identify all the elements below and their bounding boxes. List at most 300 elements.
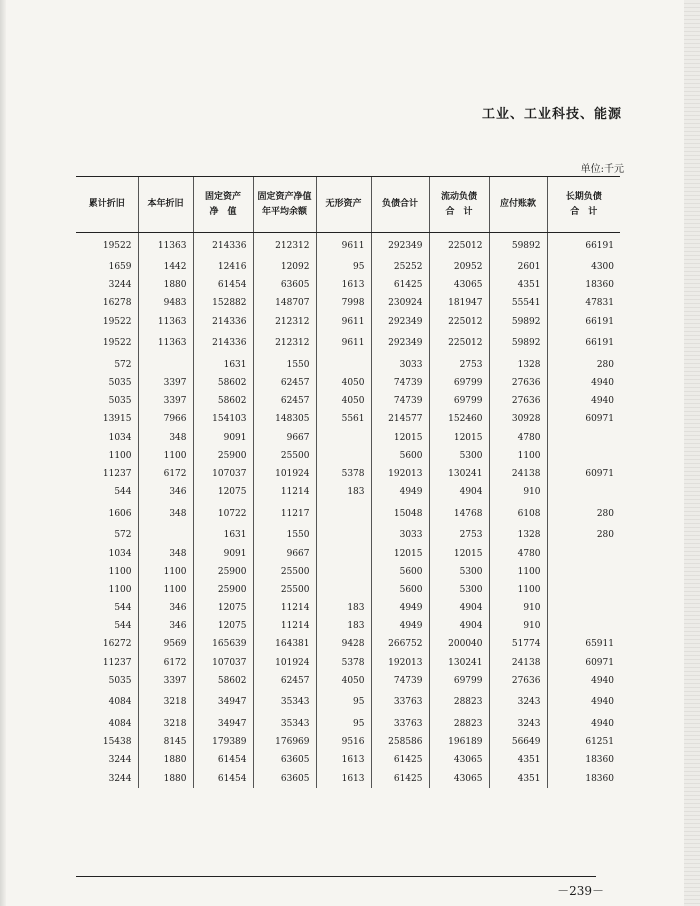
table-cell: 3033 xyxy=(371,526,429,544)
table-cell: 212312 xyxy=(253,331,316,356)
table-cell: 4084 xyxy=(108,697,132,708)
section-title: 工业、工业科技、能源 xyxy=(481,107,622,122)
column-header-line: 合 计 xyxy=(570,206,598,217)
table-cell: 11363 xyxy=(138,313,193,331)
table-cell: 33763 xyxy=(371,690,429,715)
table-cell: 58602 xyxy=(193,392,253,410)
table-row xyxy=(76,276,620,294)
table-cell: 3397 xyxy=(138,374,193,392)
table-cell: 61454 xyxy=(193,770,253,788)
table-cell: 69799 xyxy=(429,672,489,690)
table-cell: 12075 xyxy=(193,617,253,635)
unit-label: 单位:千元 xyxy=(580,164,624,175)
table-cell: 4940 xyxy=(547,392,620,410)
table-cell: 4904 xyxy=(429,617,489,635)
table-cell: 4050 xyxy=(316,392,371,410)
table-cell: 12075 xyxy=(193,599,253,617)
table-cell: 4949 xyxy=(371,483,429,501)
table-row xyxy=(76,733,620,751)
table-cell: 95 xyxy=(316,715,371,733)
table-cell: 3244 xyxy=(108,280,132,291)
column-header-line: 长期负债 xyxy=(565,191,602,202)
table-cell: 348 xyxy=(138,501,193,526)
table-row xyxy=(76,483,620,501)
table-cell: 11217 xyxy=(253,501,316,526)
table-header-row xyxy=(76,177,620,233)
table-row xyxy=(76,374,620,392)
table-row xyxy=(76,563,620,581)
table-cell xyxy=(138,356,193,374)
table-cell: 20952 xyxy=(429,258,489,276)
table-cell: 12015 xyxy=(371,429,429,447)
table-cell: 544 xyxy=(114,621,132,632)
table-row xyxy=(76,599,620,617)
table-cell: 1100 xyxy=(138,581,193,599)
table-cell: 95 xyxy=(316,258,371,276)
table-cell: 910 xyxy=(489,599,547,617)
column-header xyxy=(316,177,371,233)
table-cell: 9091 xyxy=(193,429,253,447)
table-cell: 1606 xyxy=(108,508,132,519)
table-cell: 9569 xyxy=(138,635,193,653)
table-cell: 25900 xyxy=(193,581,253,599)
table-cell: 43065 xyxy=(429,751,489,769)
table-cell: 66191 xyxy=(547,313,620,331)
column-header-line: 无形资产 xyxy=(325,199,362,209)
table-cell: 1880 xyxy=(138,276,193,294)
table-cell xyxy=(316,581,371,599)
table-cell: 292349 xyxy=(371,331,429,356)
column-header xyxy=(76,177,138,233)
table-row xyxy=(76,751,620,769)
table-cell: 4050 xyxy=(316,374,371,392)
table-cell: 148707 xyxy=(253,294,316,312)
table-cell: 4050 xyxy=(316,672,371,690)
table-cell: 28823 xyxy=(429,690,489,715)
table-cell: 7998 xyxy=(316,294,371,312)
table-cell: 3244 xyxy=(108,773,132,784)
table-row xyxy=(76,654,620,672)
table-cell xyxy=(547,447,620,465)
table-row xyxy=(76,392,620,410)
table-cell: 63605 xyxy=(253,276,316,294)
table-cell: 572 xyxy=(114,530,132,541)
table-cell: 4351 xyxy=(489,770,547,788)
table-cell: 1100 xyxy=(489,581,547,599)
table-cell: 6108 xyxy=(489,501,547,526)
table-cell: 176969 xyxy=(253,733,316,751)
table-cell: 258586 xyxy=(371,733,429,751)
table-cell xyxy=(316,429,371,447)
column-header-line: 固定资产净值 xyxy=(257,191,312,202)
table-cell: 25500 xyxy=(253,447,316,465)
table-cell: 214336 xyxy=(193,331,253,356)
table-cell: 4084 xyxy=(108,719,132,730)
table-cell: 35343 xyxy=(253,690,316,715)
table-row xyxy=(76,233,620,259)
table-row xyxy=(76,313,620,331)
column-header-line: 应付账款 xyxy=(499,199,536,209)
table-cell: 183 xyxy=(316,599,371,617)
table-cell: 348 xyxy=(138,429,193,447)
table-row xyxy=(76,258,620,276)
table-cell xyxy=(547,544,620,562)
table-cell: 4780 xyxy=(489,544,547,562)
table-cell xyxy=(316,501,371,526)
table-cell: 292349 xyxy=(371,313,429,331)
column-header-line: 固定资产 xyxy=(204,191,241,202)
table-cell: 25500 xyxy=(253,581,316,599)
table-cell: 10722 xyxy=(193,501,253,526)
table-cell: 59892 xyxy=(489,233,547,259)
table-cell: 5300 xyxy=(429,563,489,581)
table-cell: 107037 xyxy=(193,654,253,672)
table-cell: 572 xyxy=(114,359,132,370)
table-cell: 1034 xyxy=(108,548,132,559)
table-cell: 11214 xyxy=(253,483,316,501)
table-row xyxy=(76,465,620,483)
table-cell: 19522 xyxy=(102,240,132,251)
table-cell: 34947 xyxy=(193,690,253,715)
table-cell xyxy=(316,526,371,544)
table-cell: 61425 xyxy=(371,770,429,788)
column-header xyxy=(429,177,489,233)
table-cell: 27636 xyxy=(489,374,547,392)
table-cell: 12015 xyxy=(371,544,429,562)
table-cell: 225012 xyxy=(429,313,489,331)
table-cell: 1880 xyxy=(138,770,193,788)
table-cell: 200040 xyxy=(429,635,489,653)
table-cell: 544 xyxy=(114,487,132,498)
table-cell: 43065 xyxy=(429,770,489,788)
table-cell: 1550 xyxy=(253,356,316,374)
table-cell: 225012 xyxy=(429,233,489,259)
table-cell: 2753 xyxy=(429,356,489,374)
table-row xyxy=(76,690,620,715)
table-cell xyxy=(547,429,620,447)
table-cell: 9611 xyxy=(316,233,371,259)
table-row xyxy=(76,294,620,312)
table-cell: 19522 xyxy=(102,338,132,349)
table-cell: 346 xyxy=(138,599,193,617)
table-cell: 47831 xyxy=(547,294,620,312)
table-cell xyxy=(316,356,371,374)
table-cell: 33763 xyxy=(371,715,429,733)
column-header xyxy=(193,177,253,233)
table-body xyxy=(76,233,620,788)
column-header-line: 年平均余额 xyxy=(261,206,307,217)
table-cell xyxy=(547,617,620,635)
table-row xyxy=(76,447,620,465)
table-cell: 59892 xyxy=(489,313,547,331)
table-cell: 58602 xyxy=(193,672,253,690)
table-cell: 4351 xyxy=(489,276,547,294)
table-cell: 15048 xyxy=(371,501,429,526)
table-cell: 280 xyxy=(547,356,620,374)
table-cell: 55541 xyxy=(489,294,547,312)
table-cell: 61454 xyxy=(193,751,253,769)
table-cell: 4904 xyxy=(429,599,489,617)
table-cell: 544 xyxy=(114,603,132,614)
table-cell: 16272 xyxy=(102,639,132,650)
table-cell: 3218 xyxy=(138,690,193,715)
column-header xyxy=(547,177,620,233)
table-cell: 58602 xyxy=(193,374,253,392)
table-cell xyxy=(547,563,620,581)
table-cell: 4940 xyxy=(547,672,620,690)
column-header-line: 合 计 xyxy=(445,206,473,217)
table-cell: 130241 xyxy=(429,465,489,483)
table-row xyxy=(76,617,620,635)
table-cell: 4940 xyxy=(547,374,620,392)
table-cell: 5378 xyxy=(316,654,371,672)
table-cell: 12092 xyxy=(253,258,316,276)
table-cell: 225012 xyxy=(429,331,489,356)
table-cell: 183 xyxy=(316,483,371,501)
table-cell: 1328 xyxy=(489,526,547,544)
table-cell: 62457 xyxy=(253,392,316,410)
table-cell: 60971 xyxy=(547,654,620,672)
table-row xyxy=(76,544,620,562)
table-row xyxy=(76,410,620,428)
table-cell: 12015 xyxy=(429,544,489,562)
table-cell: 62457 xyxy=(253,374,316,392)
table-cell: 3243 xyxy=(489,715,547,733)
table-cell: 61454 xyxy=(193,276,253,294)
scan-edge-left xyxy=(0,0,6,906)
table-cell: 212312 xyxy=(253,313,316,331)
table-cell: 74739 xyxy=(371,374,429,392)
table-cell: 266752 xyxy=(371,635,429,653)
table-cell: 5600 xyxy=(371,563,429,581)
table-cell: 69799 xyxy=(429,392,489,410)
page-number: －239－ xyxy=(557,884,604,898)
table-cell: 27636 xyxy=(489,672,547,690)
table-cell: 3243 xyxy=(489,690,547,715)
table-cell: 18360 xyxy=(547,770,620,788)
table-cell: 5035 xyxy=(108,396,132,407)
table-cell: 1550 xyxy=(253,526,316,544)
table-cell: 43065 xyxy=(429,276,489,294)
table-cell: 18360 xyxy=(547,751,620,769)
table-cell: 1100 xyxy=(138,447,193,465)
table-cell: 66191 xyxy=(547,233,620,259)
table-cell: 1613 xyxy=(316,751,371,769)
table-row xyxy=(76,501,620,526)
table-cell: 61251 xyxy=(547,733,620,751)
table-cell: 165639 xyxy=(193,635,253,653)
table-cell: 2753 xyxy=(429,526,489,544)
column-header xyxy=(138,177,193,233)
table-cell: 63605 xyxy=(253,770,316,788)
table-cell: 4904 xyxy=(429,483,489,501)
table-cell: 179389 xyxy=(193,733,253,751)
table-cell: 13915 xyxy=(102,414,132,425)
table-cell: 19522 xyxy=(102,316,132,327)
table-cell: 1100 xyxy=(138,563,193,581)
column-header-line: 本年折旧 xyxy=(147,199,184,209)
table-cell: 9483 xyxy=(138,294,193,312)
table-cell: 74739 xyxy=(371,392,429,410)
table-cell: 1100 xyxy=(489,563,547,581)
column-header-line: 负债合计 xyxy=(381,199,418,209)
table-cell: 910 xyxy=(489,483,547,501)
table-row xyxy=(76,526,620,544)
table-cell: 11214 xyxy=(253,617,316,635)
table-cell: 214336 xyxy=(193,313,253,331)
table-cell: 196189 xyxy=(429,733,489,751)
table-cell: 65911 xyxy=(547,635,620,653)
table-cell: 183 xyxy=(316,617,371,635)
table-cell: 1100 xyxy=(108,450,132,461)
table-cell: 5300 xyxy=(429,581,489,599)
table-cell: 3397 xyxy=(138,392,193,410)
table-cell: 61425 xyxy=(371,751,429,769)
table-cell: 9091 xyxy=(193,544,253,562)
table-cell: 3397 xyxy=(138,672,193,690)
table-cell: 62457 xyxy=(253,672,316,690)
table-cell: 27636 xyxy=(489,392,547,410)
table-row xyxy=(76,331,620,356)
column-header-line: 净 值 xyxy=(209,206,237,217)
table-row xyxy=(76,581,620,599)
table-cell: 9611 xyxy=(316,313,371,331)
table-cell: 5035 xyxy=(108,378,132,389)
table-cell: 60971 xyxy=(547,410,620,428)
column-header xyxy=(371,177,429,233)
table-cell: 1442 xyxy=(138,258,193,276)
table-cell xyxy=(316,563,371,581)
table-cell: 51774 xyxy=(489,635,547,653)
table-cell: 11363 xyxy=(138,233,193,259)
table-cell: 214577 xyxy=(371,410,429,428)
table-cell: 61425 xyxy=(371,276,429,294)
table-cell: 4780 xyxy=(489,429,547,447)
table-cell: 14768 xyxy=(429,501,489,526)
table-cell: 5378 xyxy=(316,465,371,483)
column-header-line: 累计折旧 xyxy=(88,199,125,209)
table-cell: 1631 xyxy=(193,356,253,374)
table-cell: 9516 xyxy=(316,733,371,751)
scan-edge-right xyxy=(684,0,700,906)
column-header xyxy=(489,177,547,233)
table-cell: 164381 xyxy=(253,635,316,653)
table-cell: 5600 xyxy=(371,581,429,599)
table-cell: 5035 xyxy=(108,675,132,686)
table-cell: 4949 xyxy=(371,599,429,617)
table-cell: 1631 xyxy=(193,526,253,544)
table-row xyxy=(76,635,620,653)
table-cell: 34947 xyxy=(193,715,253,733)
table-cell: 69799 xyxy=(429,374,489,392)
table-cell: 107037 xyxy=(193,465,253,483)
table-cell: 280 xyxy=(547,526,620,544)
table-cell: 346 xyxy=(138,617,193,635)
table-row xyxy=(76,356,620,374)
table-cell: 1100 xyxy=(108,566,132,577)
table-cell: 56649 xyxy=(489,733,547,751)
table-cell: 4940 xyxy=(547,715,620,733)
table-cell: 24138 xyxy=(489,465,547,483)
table-cell: 192013 xyxy=(371,654,429,672)
table-cell: 3218 xyxy=(138,715,193,733)
table-cell: 25900 xyxy=(193,563,253,581)
table-cell: 6172 xyxy=(138,654,193,672)
table-cell: 212312 xyxy=(253,233,316,259)
table-cell: 9611 xyxy=(316,331,371,356)
table-cell: 1880 xyxy=(138,751,193,769)
table-cell: 16278 xyxy=(102,298,132,309)
table-cell: 66191 xyxy=(547,331,620,356)
table-cell: 25500 xyxy=(253,563,316,581)
table-cell: 74739 xyxy=(371,672,429,690)
table-cell: 30928 xyxy=(489,410,547,428)
table-cell: 1613 xyxy=(316,770,371,788)
table-cell: 1100 xyxy=(489,447,547,465)
table-cell: 95 xyxy=(316,690,371,715)
table-cell: 3244 xyxy=(108,755,132,766)
table-cell: 1034 xyxy=(108,432,132,443)
table-cell: 5561 xyxy=(316,410,371,428)
table-cell xyxy=(138,526,193,544)
table-cell: 9667 xyxy=(253,544,316,562)
table-cell xyxy=(547,599,620,617)
table-cell: 63605 xyxy=(253,751,316,769)
table-cell xyxy=(547,483,620,501)
table-cell: 9428 xyxy=(316,635,371,653)
table-cell xyxy=(547,581,620,599)
table-cell: 214336 xyxy=(193,233,253,259)
table-cell: 292349 xyxy=(371,233,429,259)
table-cell: 35343 xyxy=(253,715,316,733)
table-cell: 346 xyxy=(138,483,193,501)
table-cell: 101924 xyxy=(253,465,316,483)
table-cell: 1659 xyxy=(108,262,132,273)
table-cell: 15438 xyxy=(102,737,132,748)
table-cell xyxy=(316,447,371,465)
table-cell: 181947 xyxy=(429,294,489,312)
table-cell xyxy=(316,544,371,562)
table-cell: 130241 xyxy=(429,654,489,672)
table-cell: 7966 xyxy=(138,410,193,428)
table-cell: 11214 xyxy=(253,599,316,617)
table-cell: 11237 xyxy=(102,657,132,668)
table-row xyxy=(76,672,620,690)
table-cell: 59892 xyxy=(489,331,547,356)
table-row xyxy=(76,429,620,447)
table-cell: 4300 xyxy=(547,258,620,276)
table-cell: 8145 xyxy=(138,733,193,751)
table-cell: 18360 xyxy=(547,276,620,294)
table-cell: 4351 xyxy=(489,751,547,769)
bottom-rule xyxy=(76,876,596,877)
table-cell: 24138 xyxy=(489,654,547,672)
table-cell: 9667 xyxy=(253,429,316,447)
table-cell: 1613 xyxy=(316,276,371,294)
table-cell: 12075 xyxy=(193,483,253,501)
table-cell: 2601 xyxy=(489,258,547,276)
table-cell: 6172 xyxy=(138,465,193,483)
table-cell: 1100 xyxy=(108,584,132,595)
table-cell: 154103 xyxy=(193,410,253,428)
table-cell: 1328 xyxy=(489,356,547,374)
table-cell: 4940 xyxy=(547,690,620,715)
table-cell: 152882 xyxy=(193,294,253,312)
column-header-line: 流动负债 xyxy=(440,191,477,202)
table-cell: 348 xyxy=(138,544,193,562)
column-header xyxy=(253,177,316,233)
table-cell: 28823 xyxy=(429,715,489,733)
